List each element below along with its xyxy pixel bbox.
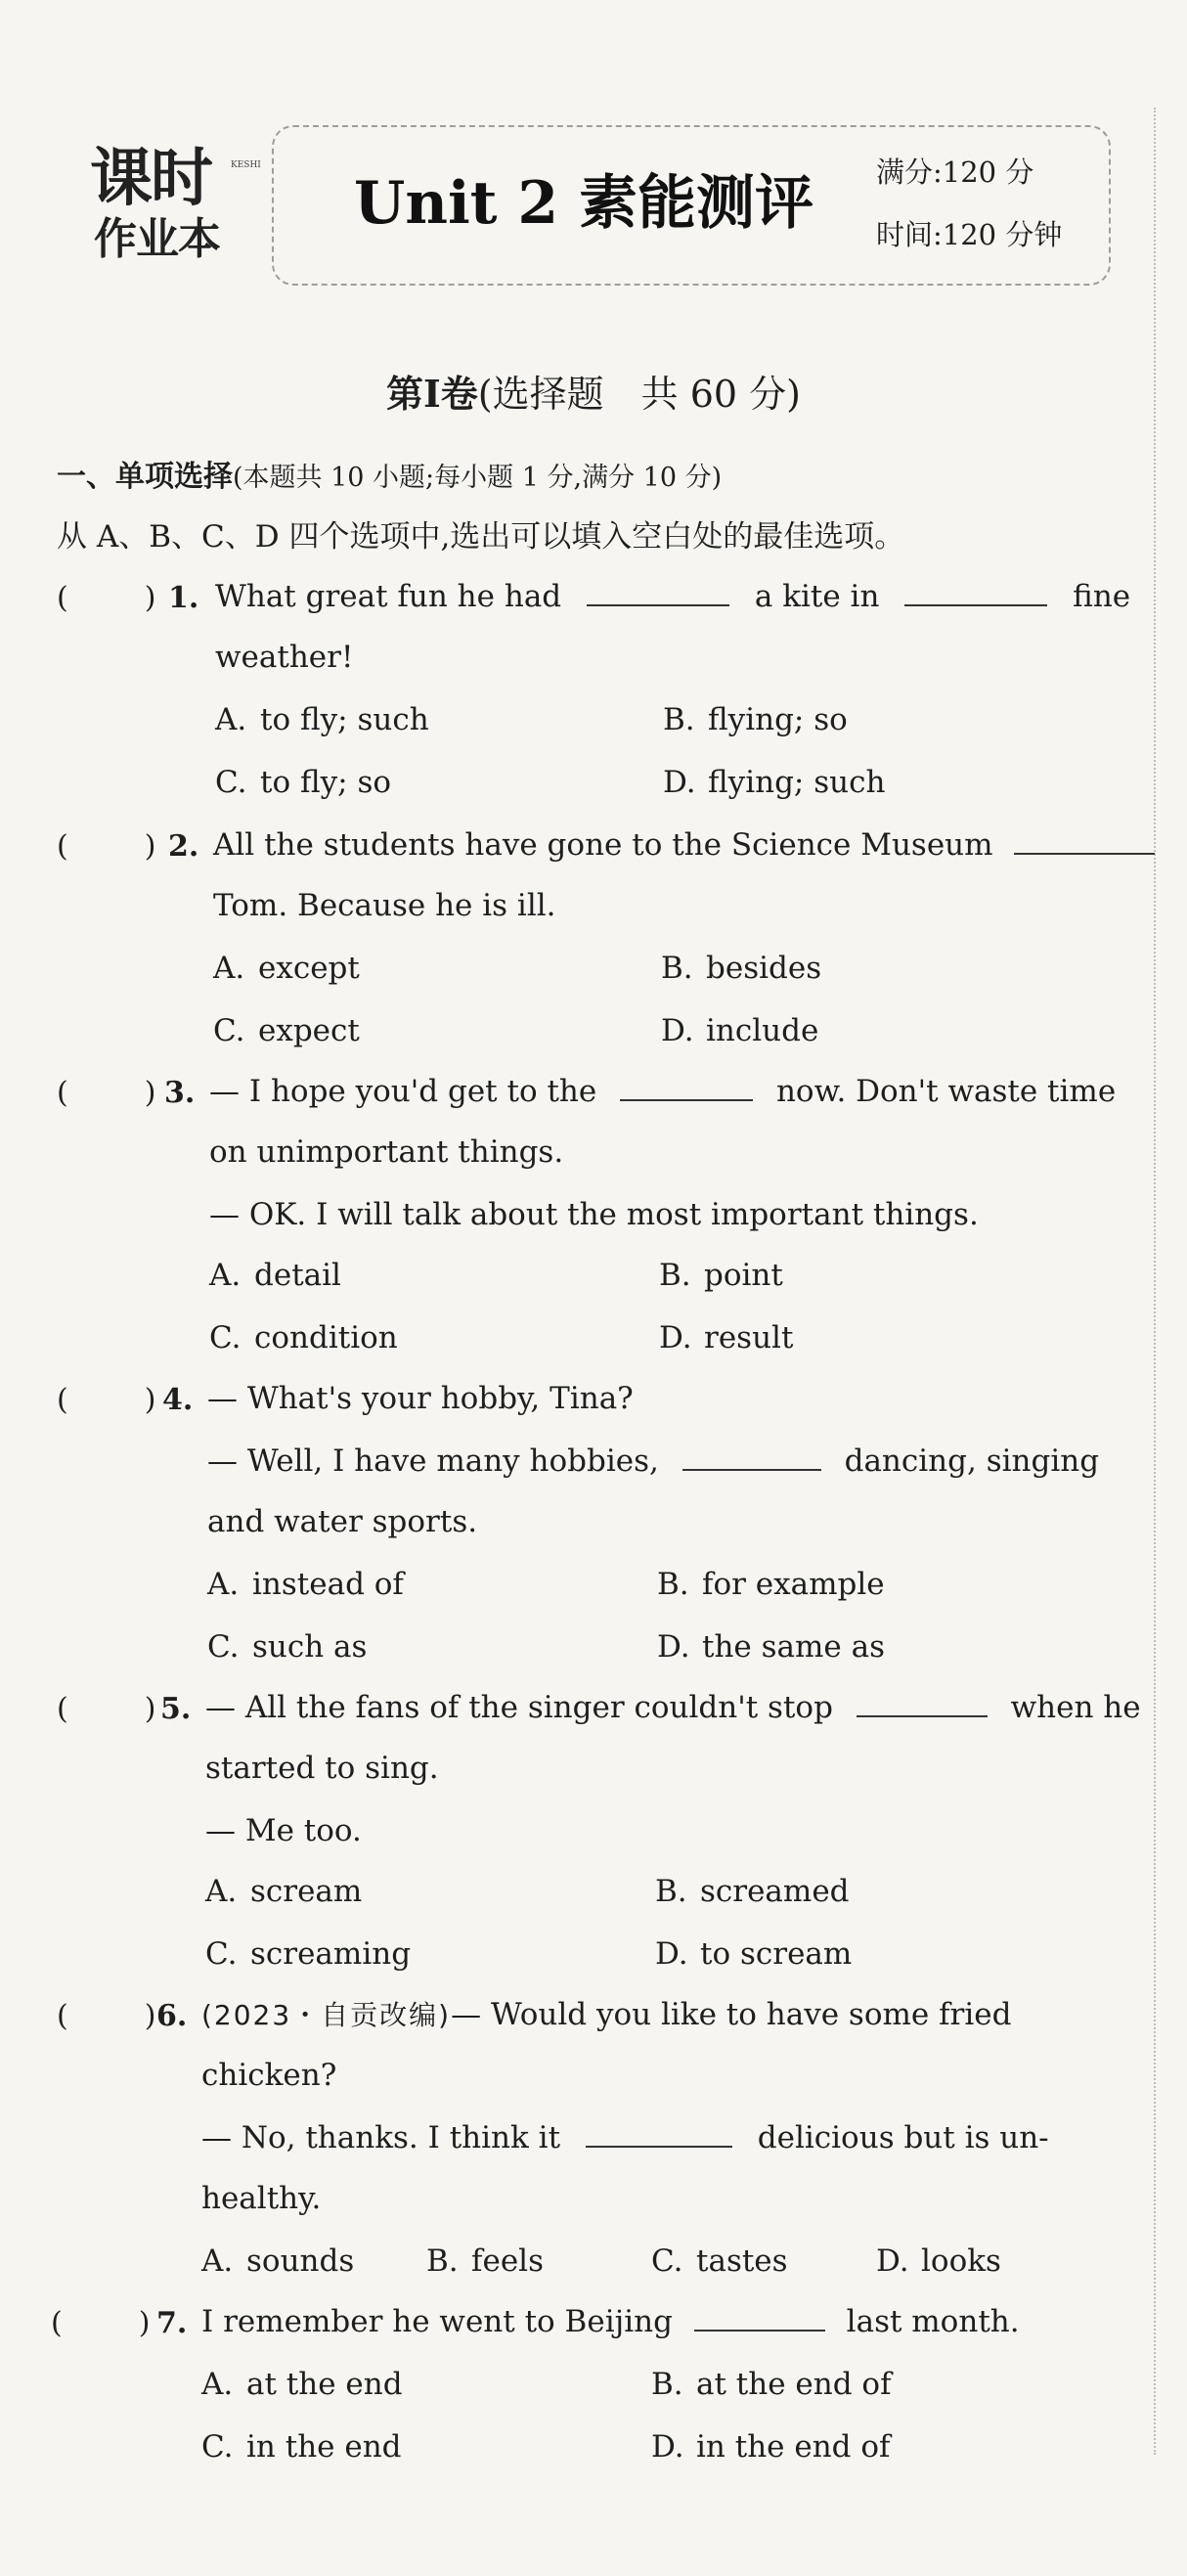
- question-text: chicken?: [201, 2058, 337, 2093]
- answer-bracket[interactable]: ( ): [57, 1076, 156, 1110]
- option-b[interactable]: B. at the end of: [651, 2367, 892, 2402]
- answer-bracket[interactable]: ( ): [57, 1999, 156, 2033]
- question-text: — OK. I will talk about the most important things.: [209, 1197, 979, 1232]
- question-text: All the students have gone to the Science Museum: [213, 825, 1155, 865]
- question-number: 4.: [162, 1383, 194, 1417]
- option-b[interactable]: B. for example: [657, 1567, 885, 1602]
- question-number: 1.: [168, 581, 199, 615]
- option-a[interactable]: A. sounds: [201, 2243, 355, 2279]
- question-source: (2023・自贡改编): [201, 1999, 452, 2031]
- section-note: (本题共 10 小题;每小题 1 分,满分 10 分): [233, 463, 723, 493]
- option-c[interactable]: C. expect: [213, 1013, 360, 1048]
- option-b[interactable]: B. flying; so: [663, 702, 848, 737]
- question-text: and water sports.: [207, 1504, 478, 1539]
- answer-bracket[interactable]: ( ): [57, 1692, 156, 1726]
- part-title-main: 第Ⅰ卷: [386, 372, 478, 416]
- answer-bracket[interactable]: ( ): [51, 2306, 151, 2340]
- answer-blank: [857, 1688, 988, 1717]
- option-a[interactable]: A. detail: [209, 1258, 341, 1293]
- option-b[interactable]: B. point: [659, 1258, 783, 1293]
- option-d[interactable]: D. flying; such: [663, 765, 886, 800]
- logo-tiny-text: KESHI: [231, 160, 261, 170]
- question-text: — I hope you'd get to the now. Don't waste time: [209, 1074, 1117, 1109]
- question-text: — Me too.: [205, 1813, 362, 1848]
- answer-bracket[interactable]: ( ): [57, 581, 156, 615]
- time-limit: 时间:120 分钟: [876, 218, 1063, 251]
- option-a[interactable]: A. to fly; such: [215, 702, 429, 737]
- option-c[interactable]: C. condition: [209, 1320, 398, 1355]
- option-d[interactable]: D. in the end of: [651, 2429, 891, 2465]
- full-score: 满分:120 分: [876, 155, 1034, 189]
- answer-blank: [1014, 825, 1155, 855]
- answer-blank: [904, 577, 1047, 606]
- option-d[interactable]: D. include: [661, 1013, 819, 1048]
- part-title-sub: (选择题 共 60 分): [477, 373, 801, 416]
- question-number: 7.: [156, 2306, 188, 2340]
- option-b[interactable]: B. besides: [661, 951, 822, 986]
- answer-blank: [694, 2302, 825, 2332]
- part-title: [0, 370, 1187, 419]
- option-d[interactable]: D. result: [659, 1320, 794, 1355]
- logo-line1: 课时: [90, 143, 211, 215]
- option-d[interactable]: D. to scream: [655, 1936, 853, 1972]
- answer-bracket[interactable]: ( ): [57, 829, 156, 864]
- question-text: I remember he went to Beijing last month.: [201, 2304, 1020, 2339]
- option-c[interactable]: C. tastes: [651, 2243, 788, 2279]
- section-heading: [57, 458, 722, 498]
- question-text: Tom. Because he is ill.: [213, 888, 556, 923]
- question-number: 2.: [168, 829, 199, 864]
- answer-blank: [586, 2118, 732, 2148]
- answer-blank: [587, 577, 729, 606]
- question-text: healthy.: [201, 2181, 322, 2216]
- option-c[interactable]: C. in the end: [201, 2429, 402, 2465]
- question-text: What great fun he had a kite in fine: [215, 579, 1131, 614]
- unit-title: Unit 2 素能测评: [354, 169, 813, 238]
- question-number: 3.: [164, 1076, 196, 1110]
- answer-bracket[interactable]: ( ): [57, 1383, 156, 1417]
- answer-blank: [682, 1442, 821, 1471]
- option-a[interactable]: A. instead of: [207, 1567, 404, 1602]
- section-instruction: 从 A、B、C、D 四个选项中,选出可以填入空白处的最佳选项。: [57, 519, 905, 555]
- option-c[interactable]: C. to fly; so: [215, 765, 392, 800]
- logo: [90, 143, 261, 272]
- option-b[interactable]: B. screamed: [655, 1874, 850, 1909]
- answer-blank: [620, 1072, 753, 1101]
- option-a[interactable]: A. scream: [205, 1874, 363, 1909]
- option-d[interactable]: D. the same as: [657, 1629, 885, 1665]
- option-a[interactable]: A. at the end: [201, 2367, 403, 2402]
- option-c[interactable]: C. screaming: [205, 1936, 412, 1972]
- option-d[interactable]: D. looks: [876, 2243, 1001, 2279]
- question-text: — Well, I have many hobbies, dancing, singing: [207, 1443, 1100, 1479]
- question-text: — All the fans of the singer couldn't stop when he: [205, 1690, 1141, 1725]
- question-text: weather!: [215, 640, 354, 675]
- section-title: 一、单项选择: [57, 460, 233, 494]
- option-c[interactable]: C. such as: [207, 1629, 368, 1665]
- question-text: started to sing.: [205, 1751, 439, 1786]
- question-text: (2023・自贡改编)— Would you like to have some fried: [201, 1997, 1012, 2032]
- question-number: 5.: [160, 1692, 192, 1726]
- option-b[interactable]: B. feels: [426, 2243, 544, 2279]
- page-edge-dotted-line: [1154, 108, 1156, 2455]
- question-text: — What's your hobby, Tina?: [207, 1381, 634, 1416]
- question-text: on unimportant things.: [209, 1134, 564, 1170]
- question-number: 6.: [156, 1999, 188, 2033]
- option-a[interactable]: A. except: [213, 951, 360, 986]
- logo-line2: 作业本: [94, 214, 220, 264]
- question-text: — No, thanks. I think it delicious but is un-: [201, 2120, 1049, 2155]
